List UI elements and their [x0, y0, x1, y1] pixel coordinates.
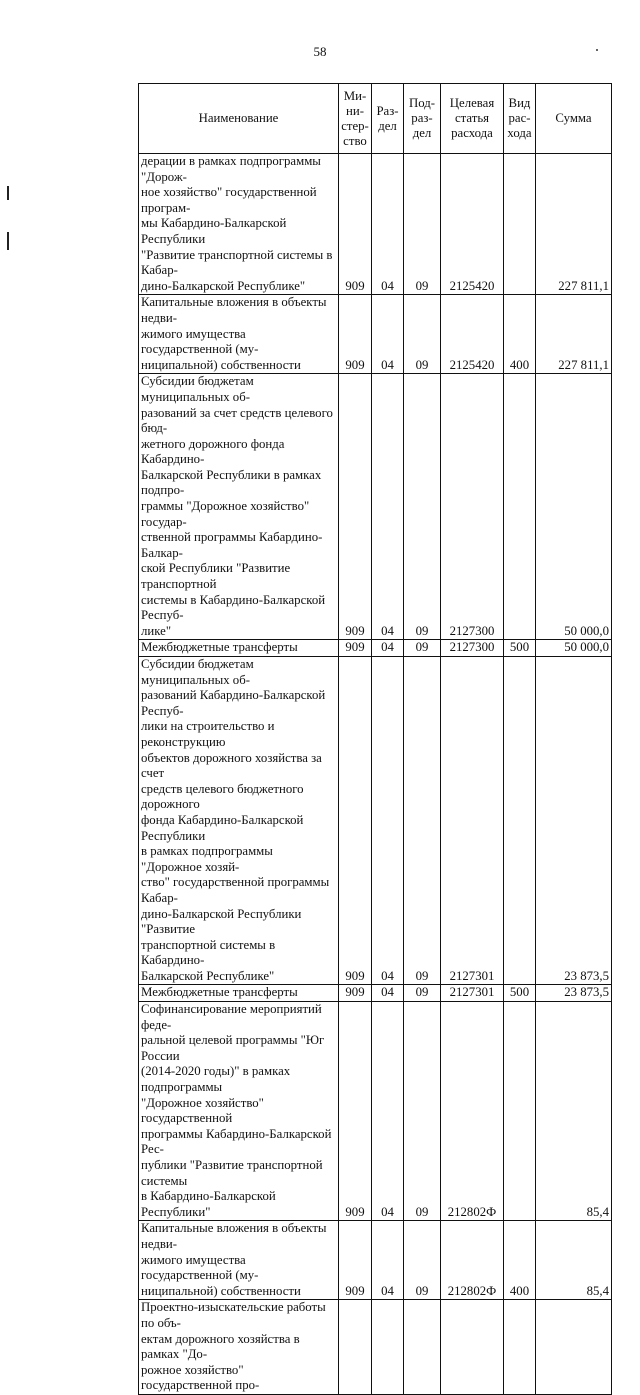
row-section	[372, 1300, 404, 1395]
header-name: Наименование	[139, 84, 339, 154]
row-section: 04	[372, 154, 404, 295]
row-name: Капитальные вложения в объекты недви- жимого имущества государственной (му- ниципальной) собственности	[139, 1221, 339, 1300]
page-number: 58	[313, 44, 327, 59]
header-ministry: Ми- ни- стер- ство	[339, 84, 372, 154]
row-name: Проектно-изыскательские работы по объ- ектам дорожного хозяйства в рамках "До- рожное хозяйство" государственной про-	[139, 1300, 339, 1395]
row-ministry: 909	[339, 374, 372, 640]
row-amount: 85,4	[536, 1221, 612, 1300]
row-subsection: 09	[404, 1002, 441, 1221]
row-subsection: 09	[404, 985, 441, 1002]
row-target-item: 2127301	[441, 657, 504, 985]
row-subsection: 09	[404, 374, 441, 640]
row-amount: 227 811,1	[536, 154, 612, 295]
row-target-item: 2125420	[441, 295, 504, 374]
row-amount: 227 811,1	[536, 295, 612, 374]
row-expense-type	[504, 1002, 536, 1221]
row-target-item: 2127301	[441, 985, 504, 1002]
row-ministry: 909	[339, 657, 372, 985]
row-expense-type	[504, 1300, 536, 1395]
header-target-item: Целевая статья расхода	[441, 84, 504, 154]
header-section: Раз- дел	[372, 84, 404, 154]
row-ministry: 909	[339, 295, 372, 374]
table-header-row	[139, 84, 612, 154]
table-row	[139, 1221, 612, 1300]
row-section: 04	[372, 374, 404, 640]
row-expense-type	[504, 374, 536, 640]
row-section: 04	[372, 985, 404, 1002]
table-row	[139, 985, 612, 1002]
row-expense-type	[504, 154, 536, 295]
row-name: Софинансирование мероприятий феде- ральной целевой программы "Юг России (2014-2020 годы)" в рамках подпрограммы "Дорожное хозяйство" государственной программы Кабардино-Балкарской Рес- публики "Развитие транспортной системы в Кабардино-Балкарской Республики"	[139, 1002, 339, 1221]
table-row	[139, 374, 612, 640]
table-row	[139, 154, 612, 295]
row-expense-type	[504, 657, 536, 985]
row-section: 04	[372, 1221, 404, 1300]
row-amount: 85,4	[536, 1002, 612, 1221]
row-amount	[536, 1300, 612, 1395]
row-ministry: 909	[339, 1221, 372, 1300]
table-row	[139, 1002, 612, 1221]
table-row	[139, 657, 612, 985]
row-name: дерации в рамках подпрограммы "Дорож- ное хозяйство" государственной програм- мы Кабардино-Балкарской Республики "Развитие транспортной системы в Кабар- дино-Балкарской Республике"	[139, 154, 339, 295]
row-name: Субсидии бюджетам муниципальных об- разований за счет средств целевого бюд- жетного дорожного фонда Кабардино- Балкарской Республики в рамках подпро- граммы "Дорожное хозяйство" государ- ственной программы Кабардино-Балкар- ской Республики "Развитие транспортной системы в Кабардино-Балкарской Респуб- лике"	[139, 374, 339, 640]
row-ministry: 909	[339, 985, 372, 1002]
row-expense-type: 400	[504, 295, 536, 374]
row-amount: 23 873,5	[536, 657, 612, 985]
row-subsection	[404, 1300, 441, 1395]
header-expense-type: Вид рас- хода	[504, 84, 536, 154]
row-target-item: 2127300	[441, 374, 504, 640]
row-subsection: 09	[404, 657, 441, 985]
row-section: 04	[372, 295, 404, 374]
scan-edge-mark	[7, 186, 9, 200]
budget-table	[138, 83, 612, 1395]
scan-speck	[596, 49, 598, 51]
row-target-item: 212802Ф	[441, 1002, 504, 1221]
row-subsection: 09	[404, 640, 441, 657]
row-target-item	[441, 1300, 504, 1395]
row-subsection: 09	[404, 154, 441, 295]
row-name: Межбюджетные трансферты	[139, 985, 339, 1002]
row-section: 04	[372, 1002, 404, 1221]
table-row	[139, 640, 612, 657]
row-expense-type: 500	[504, 985, 536, 1002]
row-ministry	[339, 1300, 372, 1395]
row-section: 04	[372, 657, 404, 985]
row-name: Капитальные вложения в объекты недви- жимого имущества государственной (му- ниципальной) собственности	[139, 295, 339, 374]
row-ministry: 909	[339, 1002, 372, 1221]
table-row	[139, 295, 612, 374]
table-row	[139, 1300, 612, 1395]
row-subsection: 09	[404, 1221, 441, 1300]
row-ministry: 909	[339, 154, 372, 295]
row-expense-type: 500	[504, 640, 536, 657]
row-name: Межбюджетные трансферты	[139, 640, 339, 657]
header-subsection: Под- раз- дел	[404, 84, 441, 154]
row-amount: 50 000,0	[536, 374, 612, 640]
row-amount: 23 873,5	[536, 985, 612, 1002]
row-target-item: 2125420	[441, 154, 504, 295]
header-amount: Сумма	[536, 84, 612, 154]
scan-edge-mark	[7, 232, 9, 250]
row-name: Субсидии бюджетам муниципальных об- разований Кабардино-Балкарской Респуб- лики на строительство и реконструкцию объектов дорожного хозяйства за счет средств целевого бюджетного дорожного фонда Кабардино-Балкарской Республики в рамках подпрограммы "Дорожное хозяй- ство" государственной программы Кабар- дино-Балкарской Республики "Развитие транспортной системы в Кабардино- Балкарской Республике"	[139, 657, 339, 985]
row-subsection: 09	[404, 295, 441, 374]
row-section: 04	[372, 640, 404, 657]
row-ministry: 909	[339, 640, 372, 657]
row-target-item: 2127300	[441, 640, 504, 657]
row-expense-type: 400	[504, 1221, 536, 1300]
row-amount: 50 000,0	[536, 640, 612, 657]
row-target-item: 212802Ф	[441, 1221, 504, 1300]
